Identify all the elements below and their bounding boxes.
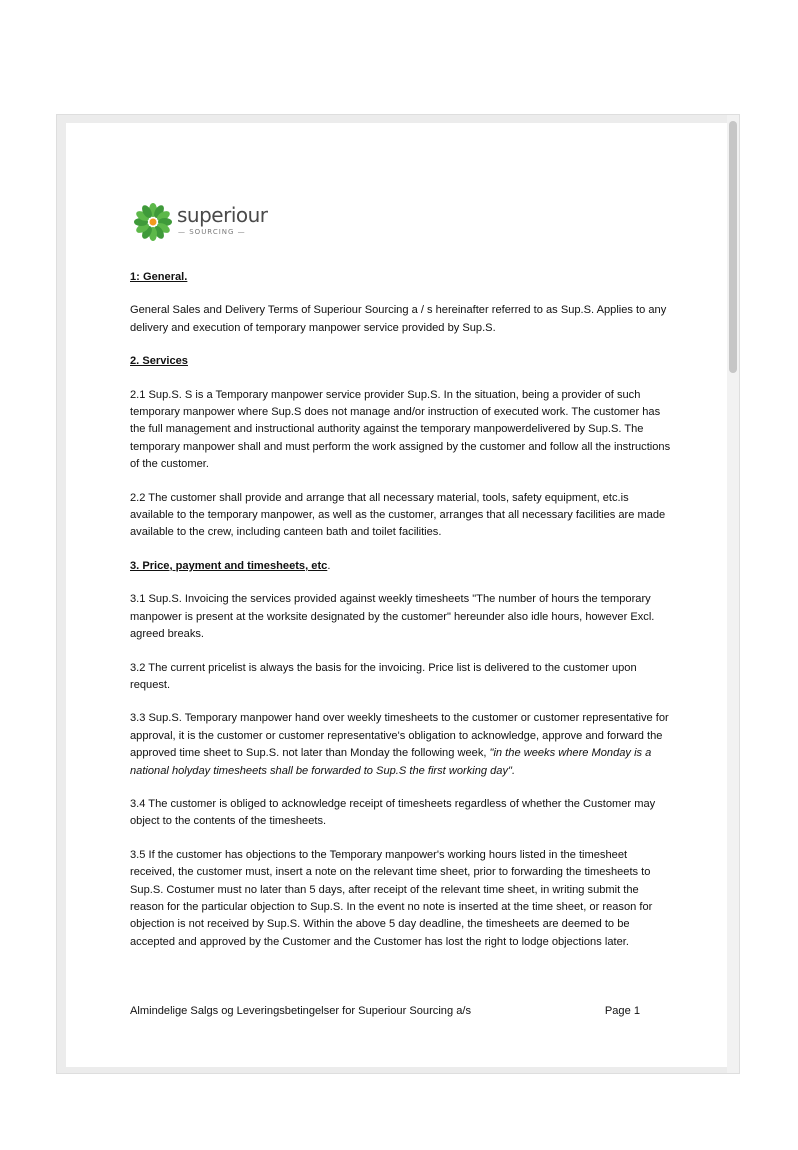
paragraph-3-2: 3.2 The current pricelist is always the basis for the invoicing. Price list is delivered to the customer upon request. (130, 661, 637, 691)
scrollbar-thumb[interactable] (729, 121, 737, 373)
section-heading-services: 2. Services (130, 355, 188, 368)
logo-name: superiour (177, 203, 268, 227)
section-heading-price: 3. Price, payment and timesheets, etc. (130, 559, 331, 572)
leaf-logo-icon (132, 201, 174, 243)
document-viewer (56, 114, 740, 1074)
footer-text: Almindelige Salgs og Leveringsbetingelser for Superiour Sourcing a/s (130, 1005, 472, 1017)
document-body (130, 269, 675, 967)
paragraph-2-1: 2.1 Sup.S. S is a Temporary manpower service provider Sup.S. In the situation, being a provider of such temporary manpower where Sup.S does not manage and/or instruction of executed work. The customer has the full management and instructional authority against the temporary manpowerdelivered by Sup.S. The temporary manpower shall and must perform the work assigned by the customer and follow all the instructions of the customer. (130, 388, 671, 471)
logo-subtitle: — SOURCING — (178, 228, 246, 236)
paragraph-3-4: 3.4 The customer is obliged to acknowledge receipt of timesheets regardless of whether the Customer may object to the contents of the timesheets. (130, 797, 656, 828)
paragraph-general: General Sales and Delivery Terms of Superiour Sourcing a / s hereinafter referred to as Sup.S. Applies to any delivery and execution of temporary manpower service provided by Sup.S. (130, 304, 667, 334)
page-number: Page 1 (604, 1005, 640, 1017)
paragraph-3-3: 3.3 Sup.S. Temporary manpower hand over weekly timesheets to the customer or customer representative for approval, it is the customer or customer representative's obligation to acknowledge, approve and forward the approved time sheet to Sup.S. not later than Monday the following week, "in the weeks where Monday is a national holyday timesheets shall be forwarded to Sup.S the first working day". (130, 712, 669, 777)
company-logo (132, 201, 272, 245)
section-heading-general: 1: General. (130, 271, 188, 283)
paragraph-3-1: 3.1 Sup.S. Invoicing the services provided against weekly timesheets "The number of hours the temporary manpower is present at the worksite designated by the customer" hereunder also idle hours, however Excl. agreed breaks. (130, 593, 655, 641)
document-page (66, 123, 727, 1067)
paragraph-2-2: 2.2 The customer shall provide and arrange that all necessary material, tools, safety equipment, etc.is available to the temporary manpower, as well as the customer, arranges that all necessary facilities are made available to the crew, including canteen bath and toilet facilities. (130, 491, 666, 539)
paragraph-3-5: 3.5 If the customer has objections to the Temporary manpower's working hours listed in the timesheet received, the customer must, insert a note on the relevant time sheet, prior to forwarding the timesheets to Sup.S. Costumer must no later than 5 days, after receipt of the relevant time sheet, in writing submit the reason for the particular objection to Sup.S. In the event no note is inserted at the time sheet, or reason for objection is not received by Sup.S. Within the above 5 day deadline, the timesheets are deemed to be accepted and approved by the Customer and the Customer has lost the right to lodge objections later. (130, 848, 653, 948)
vertical-scrollbar[interactable] (727, 115, 739, 1073)
page-footer (130, 1005, 640, 1017)
